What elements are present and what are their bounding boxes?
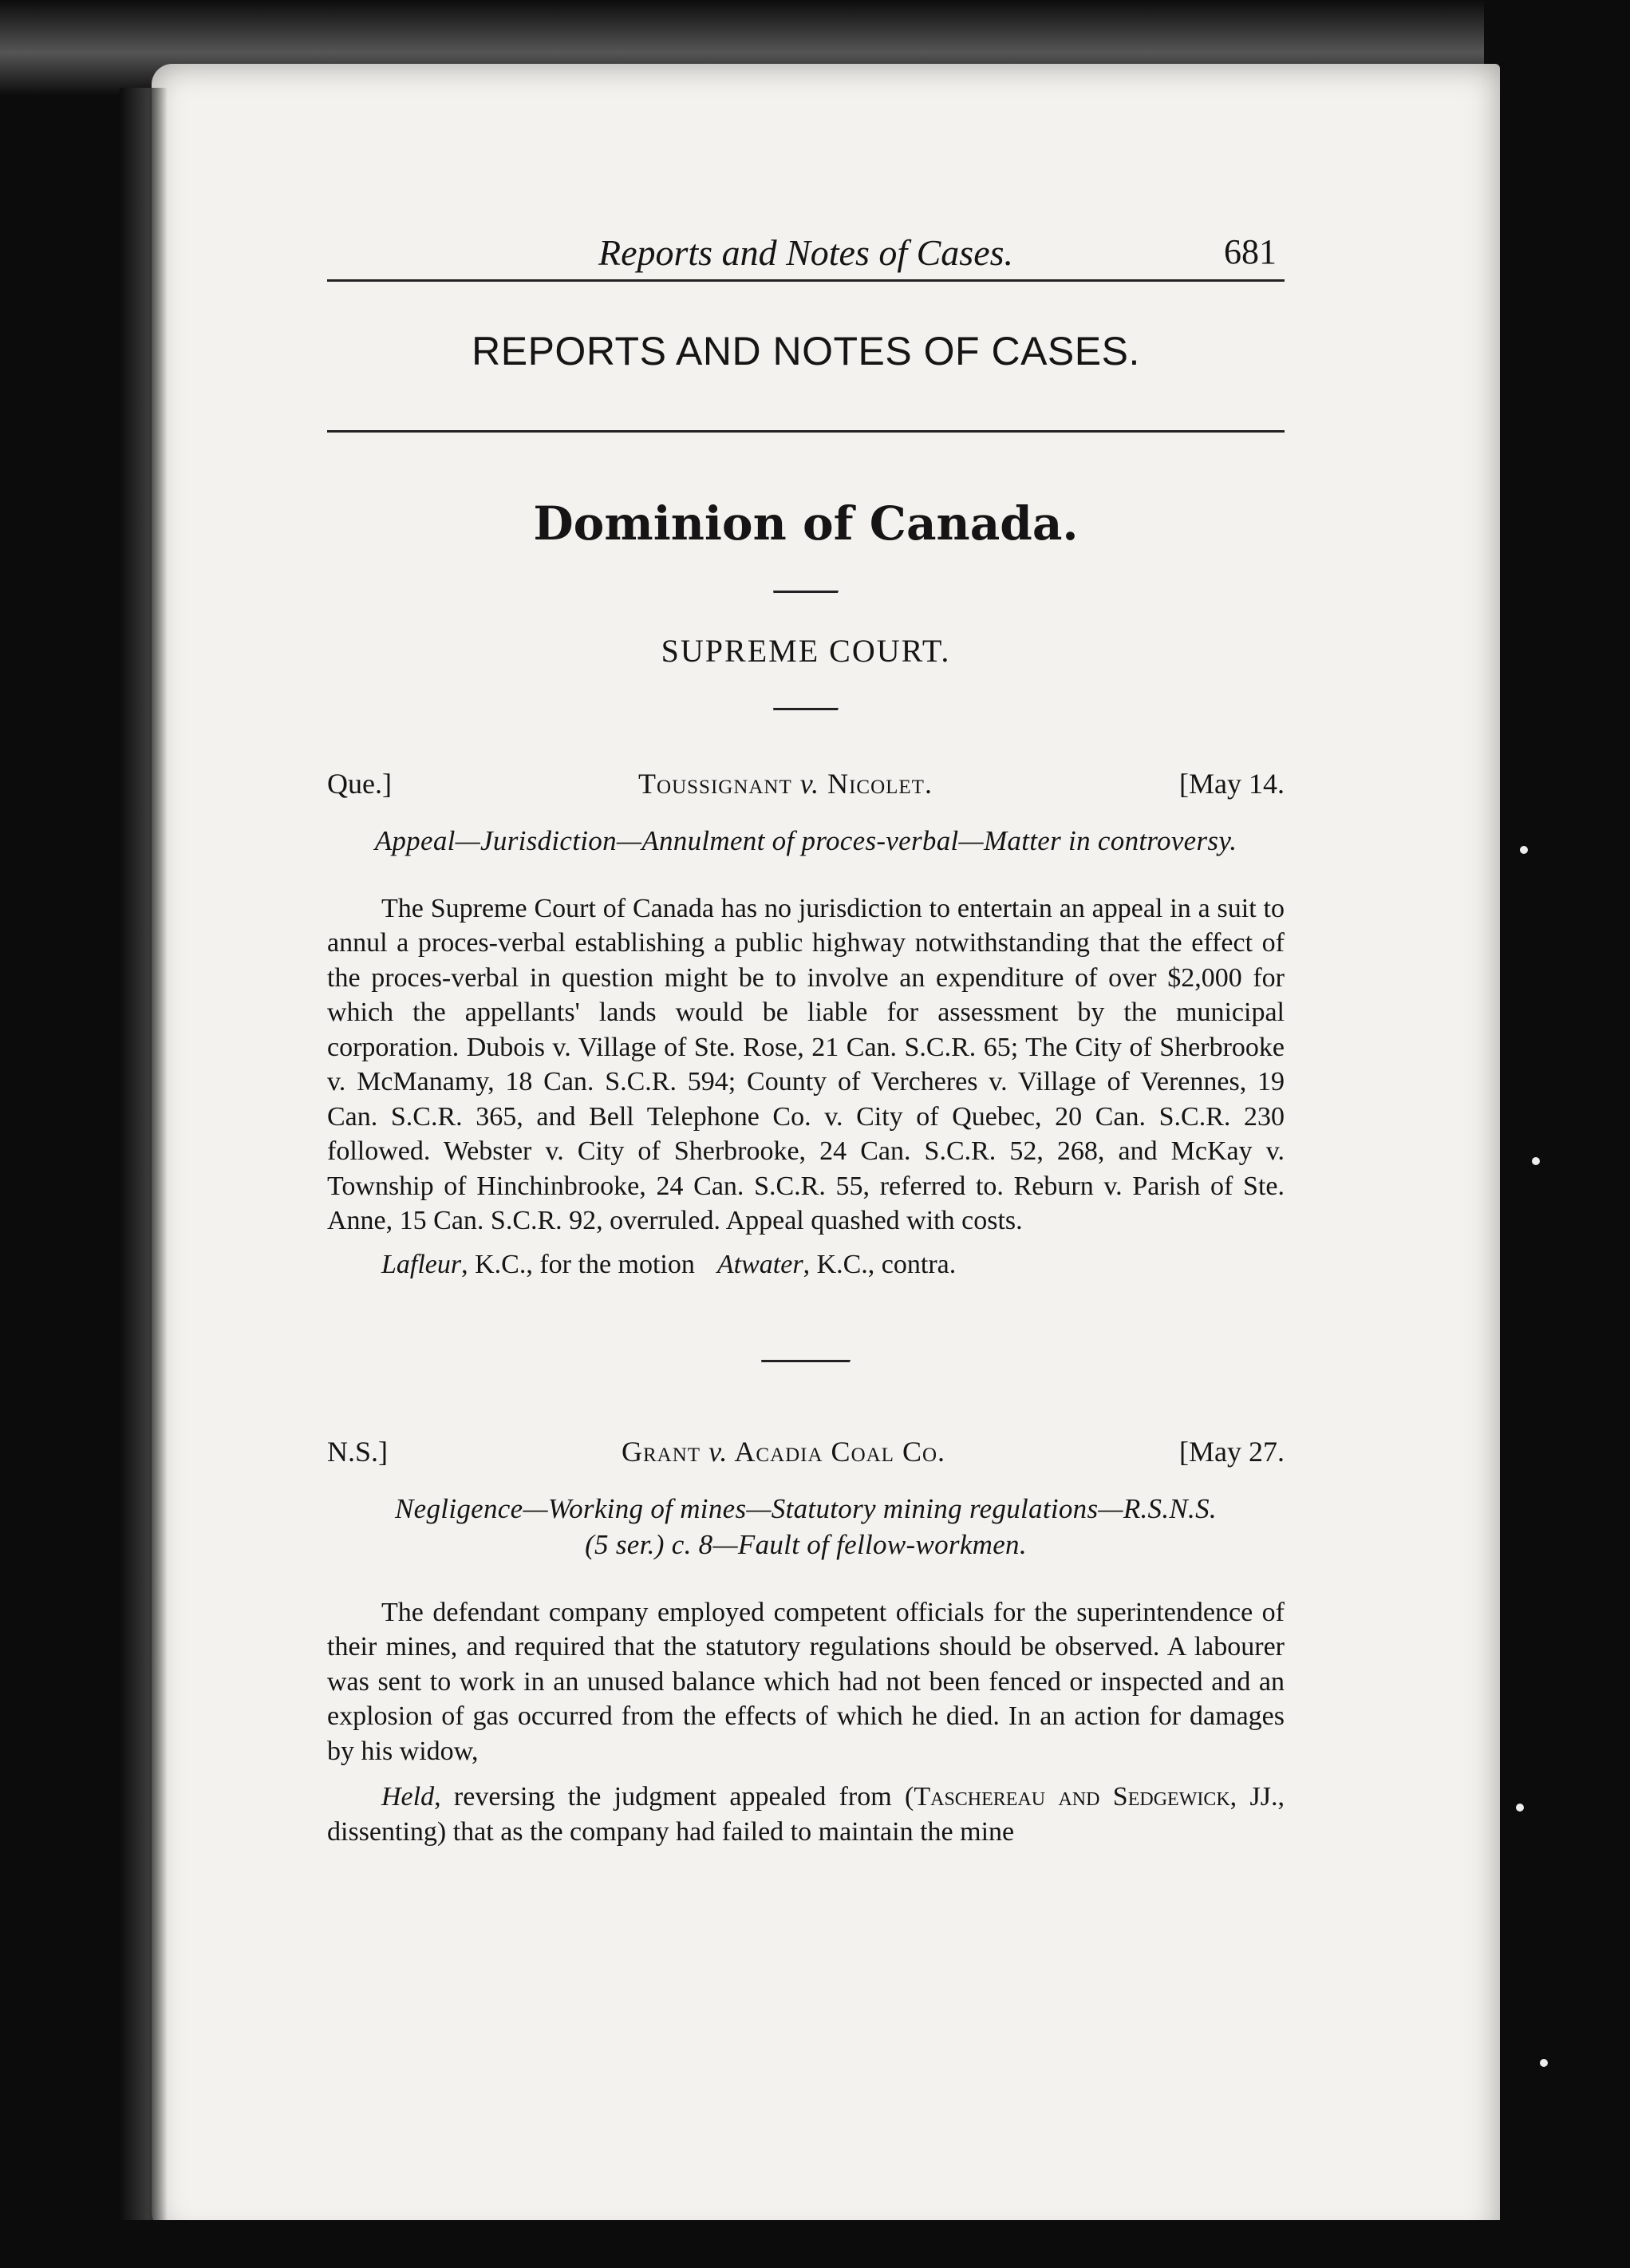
headnote-line-2: (5 ser.) c. 8—Fault of fellow-workmen.: [585, 1529, 1027, 1560]
case-date: [May 14.: [1179, 768, 1285, 800]
counsel-contra-name: Atwater: [716, 1249, 803, 1279]
case-caption: [327, 767, 1285, 800]
scan-speck: [1516, 1804, 1524, 1812]
short-rule: [773, 708, 839, 711]
case-headnote: [327, 1491, 1285, 1563]
scan-speck: [1532, 1157, 1540, 1165]
party-appellant: Grant: [622, 1435, 701, 1468]
held-word: Held: [381, 1782, 435, 1812]
counsel-contra-text: , K.C., contra.: [803, 1249, 957, 1279]
running-head-title: Reports and Notes of Cases.: [598, 232, 1014, 273]
region-title: Dominion of Canada.: [533, 496, 1079, 551]
held-paragraph: [327, 1780, 1285, 1849]
case-parties: [638, 767, 933, 800]
counsel-for-name: Lafleur: [381, 1249, 462, 1279]
case-caption: [327, 1435, 1285, 1468]
held-text: , reversing the judgment appealed from (: [434, 1782, 914, 1812]
court-title: SUPREME COURT.: [661, 633, 951, 669]
scan-speck: [1540, 2059, 1548, 2067]
case-separator-rule: [761, 1360, 851, 1363]
case-parties: [622, 1435, 945, 1468]
scan-bottom-edge: [0, 2220, 1630, 2268]
headnote-line-1: Negligence—Working of mines—Statutory mining regulations—R.S.N.S.: [395, 1492, 1217, 1524]
header-rule: [327, 279, 1285, 282]
section-title: REPORTS AND NOTES OF CASES.: [472, 329, 1140, 373]
page-number: 681: [1224, 232, 1277, 271]
party-respondent: Acadia Coal Co.: [734, 1435, 946, 1468]
case-province: Que.]: [327, 768, 392, 800]
case-province: N.S.]: [327, 1435, 389, 1468]
short-rule: [773, 591, 839, 594]
party-respondent: Nicolet.: [827, 768, 933, 800]
page-content: [327, 223, 1285, 1860]
case-date: [May 27.: [1179, 1435, 1285, 1468]
case-paragraph: The Supreme Court of Canada has no jurisdiction to entertain an appeal in a suit to annul a proces-verbal establishing a public highway notwithstanding that the effect of the proces-verbal in question might be to involve an expenditure of over $2,000 for which the appellants' lands would be liable for assessment by the municipal corporation. Dubois v. Village of Ste. Rose, 21 Can. S.C.R. 65; The City of Sherbrooke v. McManamy, 18 Can. S.C.R. 594; County of Vercheres v. Village of Verennes, 19 Can. S.C.R. 365, and Bell Telephone Co. v. City of Quebec, 20 Can. S.C.R. 230 followed. Webster v. City of Sherbrooke, 24 Can. S.C.R. 52, 268, and McKay v. Township of Hinchinbrooke, 24 Can. S.C.R. 55, referred to. Reburn v. Parish of Ste. Anne, 15 Can. S.C.R. 92, overruled. Appeal quashed with costs.: [327, 893, 1285, 1235]
party-appellant: Toussignant: [638, 768, 792, 800]
versus: v.: [799, 768, 820, 800]
versus: v.: [708, 1435, 728, 1468]
held-judges: Taschereau and Sedgewick, JJ.: [914, 1782, 1278, 1812]
counsel-for-text: , K.C., for the motion: [461, 1249, 695, 1279]
counsel-line: [381, 1250, 1285, 1280]
section-rule: [327, 430, 1285, 433]
held-text: , dissenting) that as the company had failed to maintain the mine: [327, 1782, 1285, 1847]
scan-left-edge: [120, 88, 168, 2242]
running-head: [327, 223, 1285, 279]
case-headnote: Appeal—Jurisdiction—Annulment of proces-verbal—Matter in controversy.: [374, 825, 1237, 856]
scan-speck: [1520, 846, 1528, 854]
case-paragraph: The defendant company employed competent officials for the superintendence of their mines, and required that the statutory regulations should be observed. A labourer was sent to work in an unused balance which had not been fenced or inspected and an explosion of gas occurred from the effects of which he died. In an action for damages by his widow,: [327, 1597, 1285, 1766]
